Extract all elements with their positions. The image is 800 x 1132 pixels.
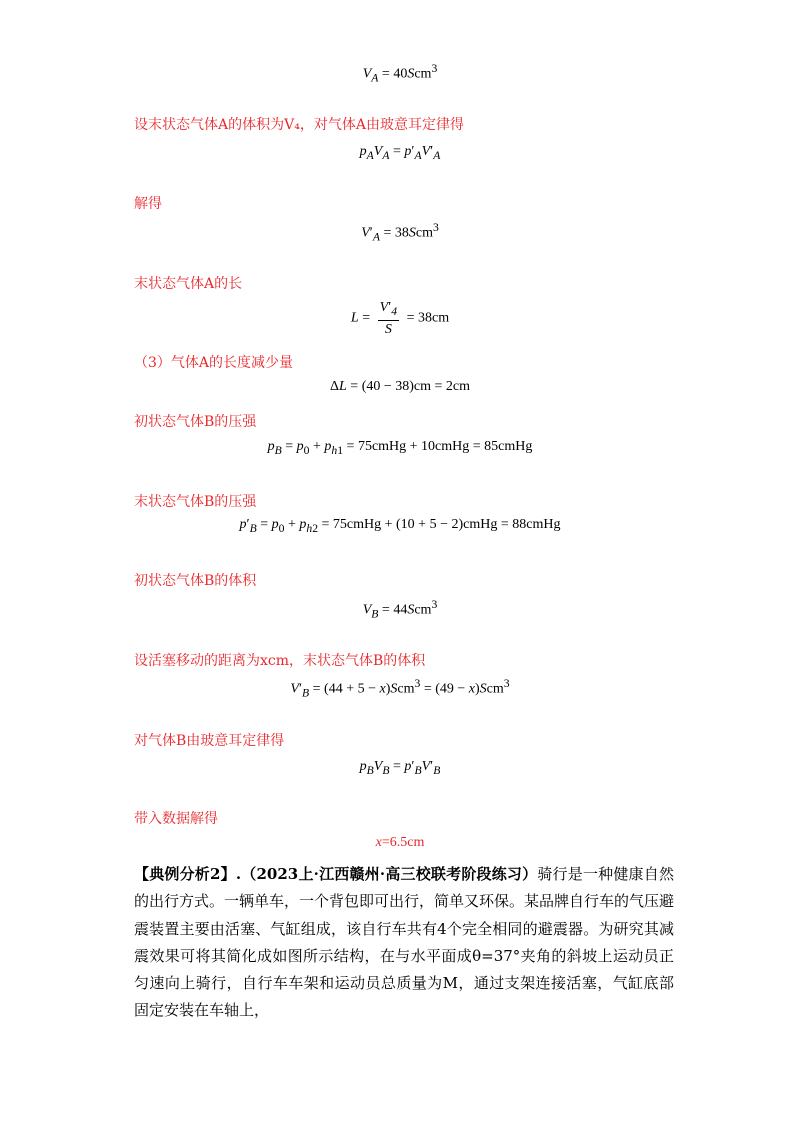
text-line: （3）气体A的长度减少量 [134, 355, 294, 371]
text-line: 解得 [134, 196, 162, 212]
equation-pB-final: $p'_B = p_0 + p_{h2}$ = 75cmHg + (10 + 5 − 2)cmHg = 88cmHg [239, 517, 561, 535]
example-body: 骑行是一种健康自然的出行方式。一辆单车，一个背包即可出行，简单又环保。某品牌自行车的气压避震装置主要由活塞、气缸组成，该自行车共有4个完全相同的避震器。为研究其减震效果可将其简化成如图所示结构，在与水平面成θ=37°夹角的斜坡上运动员正匀速向上骑行，自行车车架和运动员总质量为M，通过支架连接活塞，气缸底部固定安装在车轴上， [134, 865, 675, 1020]
equation-boyle-B: $p_BV_B = p'_BV'_B$ [359, 759, 441, 777]
text-line: 对气体B由玻意耳定律得 [134, 733, 285, 749]
text-line: 末状态气体A的长 [134, 276, 243, 292]
text-line: 初状态气体B的体积 [134, 573, 257, 589]
text-line: 带入数据解得 [134, 811, 218, 827]
equation-pB-initial: $p_B = p_0 + p_{h1}$ = 75cmHg + 10cmHg = 85cmHg [267, 439, 533, 457]
text-line: 末状态气体B的压强 [134, 494, 257, 510]
example-tag: 【典例分析2】 [134, 865, 236, 883]
equation-length-L: L = $\frac{V'_4}{S}$ = 38cm [350, 300, 450, 337]
equation-VA-final: $V'_A = 38Scm^3$ [361, 221, 439, 244]
text-line: 初状态气体B的压强 [134, 414, 257, 430]
final-answer: x=6.5cm [375, 835, 425, 850]
equation-boyle-A: $p_AV_A = p'_AV'_A$ [359, 144, 441, 162]
equation-VB-final: $V'_B = (44 + 5 - x)Scm^3 = (49 - x)Scm^3$ [290, 677, 510, 700]
example-source: （2023上·江西赣州·高三校联考阶段练习） [241, 865, 538, 883]
equation-VA-initial: $V_A = 40Scm^3$ [362, 62, 438, 85]
example-paragraph: 【典例分析2】.（2023上·江西赣州·高三校联考阶段练习）骑行是一种健康自然的出行方式。一辆单车，一个背包即可出行，简单又环保。某品牌自行车的气压避震装置主要由活塞、气缸组成，该自行车共有4个完全相同的避震器。为研究其减震效果可将其简化成如图所示结构，在与水平面成θ=37°夹角的斜坡上运动员正匀速向上骑行，自行车车架和运动员总质量为M，通过支架连接活塞，气缸底部固定安装在车轴上， [134, 865, 675, 1020]
equation-delta-L: ΔL = (40 − 38)cm = 2cm [329, 379, 471, 394]
text-line: 设活塞移动的距离为xcm，末状态气体B的体积 [134, 653, 426, 669]
text-line: 设末状态气体A的体积为V₄，对气体A由玻意耳定律得 [134, 117, 464, 133]
equation-VB-initial: $V_B = 44Scm^3$ [362, 598, 438, 621]
